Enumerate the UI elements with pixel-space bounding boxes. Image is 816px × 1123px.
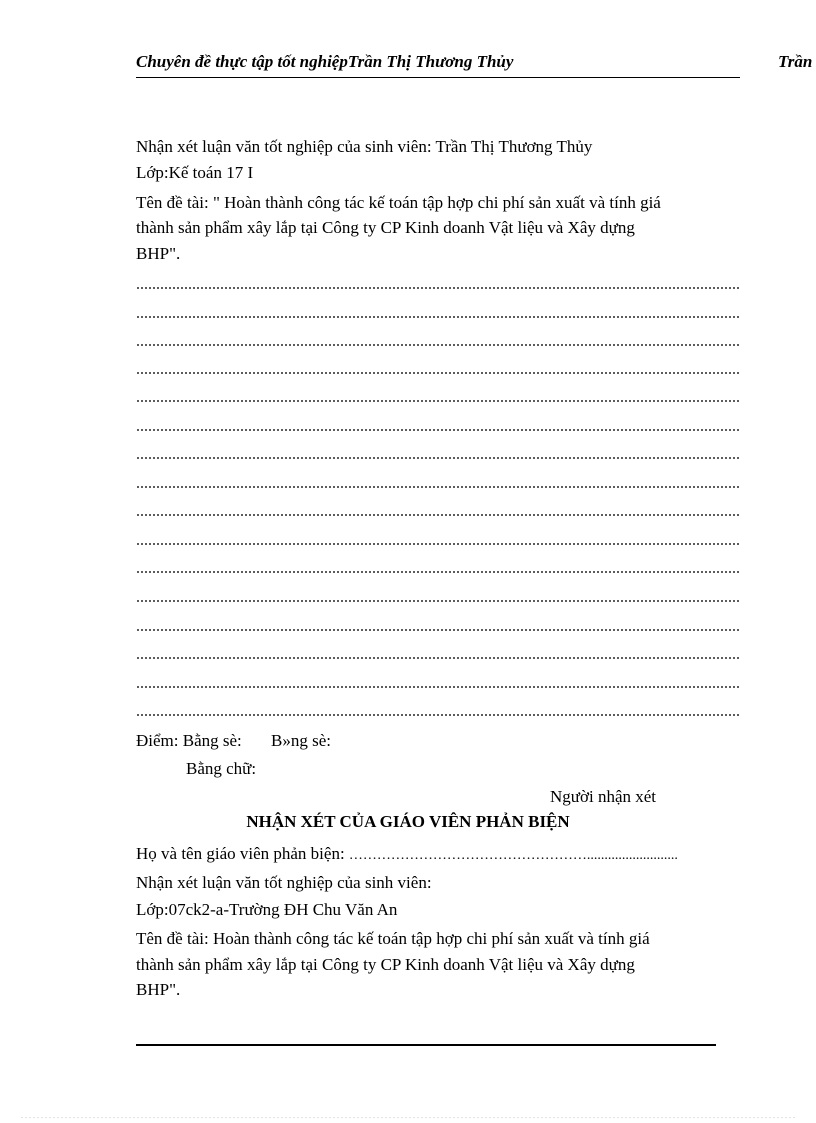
class-line: Lớp:Kế toán 17 I [136,163,254,182]
comment-line [136,316,740,318]
topic-line-2: thành sản phẩm xây lắp tại Công ty CP Kinh doanh Vật liệu và Xây dựng [136,218,635,237]
header-rule [136,77,740,78]
teacher-line [136,843,678,867]
score-number-label-garbled: B»ng sè: [271,731,331,750]
comment-line [136,657,740,659]
comment-line [136,686,740,688]
topic-line-3: BHP". [136,244,181,263]
class-line-2: Lớp:07ck2-a-Trường ĐH Chu Văn An [136,900,398,919]
header-author-fragment: Trần [778,52,813,71]
reviewer-label: Người nhận xét [550,787,657,806]
comment-line [136,571,740,573]
topic-line-2-2: thành sản phẩm xây lắp tại Công ty CP Kinh doanh Vật liệu và Xây dựng [136,955,635,974]
header-title: Chuyên đề thực tập tốt nghiệpTrần Thị Thương Thủy [136,52,514,71]
score-number-label: Điểm: Bằng sè: [136,731,242,750]
score-words-label: Bằng chữ: [186,759,257,778]
topic-line-1: Tên đề tài: " Hoàn thành công tác kế toán tập hợp chi phí sản xuất và tính giá [136,193,661,212]
topic-line-2-3: BHP". [136,980,181,999]
comment-line [136,514,740,516]
comment-line [136,629,740,631]
comment-line [136,372,740,374]
teacher-label: Họ và tên giáo viên phản biện: [136,844,345,863]
comment-line [136,429,740,431]
page-border-dots [20,1117,796,1118]
comment-line [136,344,740,346]
comment-line [136,600,740,602]
teacher-name-blank: …………………………………………….......................... [348,848,678,863]
student-line: Nhận xét luận văn tốt nghiệp của sinh viên: Trần Thị Thương Thủy [136,137,593,156]
section-title: NHẬN XÉT CỦA GIÁO VIÊN PHẢN BIỆN [246,812,570,831]
comment-line [136,457,740,459]
comment-line [136,287,740,289]
comment-line [136,400,740,402]
comment-line [136,486,740,488]
comment-line [136,543,740,545]
student-line-2: Nhận xét luận văn tốt nghiệp của sinh viên: [136,873,432,892]
footer-rule [136,1044,716,1046]
topic-line-2-1: Tên đề tài: Hoàn thành công tác kế toán tập hợp chi phí sản xuất và tính giá [136,929,650,948]
comment-line [136,714,740,716]
running-header [136,52,816,72]
